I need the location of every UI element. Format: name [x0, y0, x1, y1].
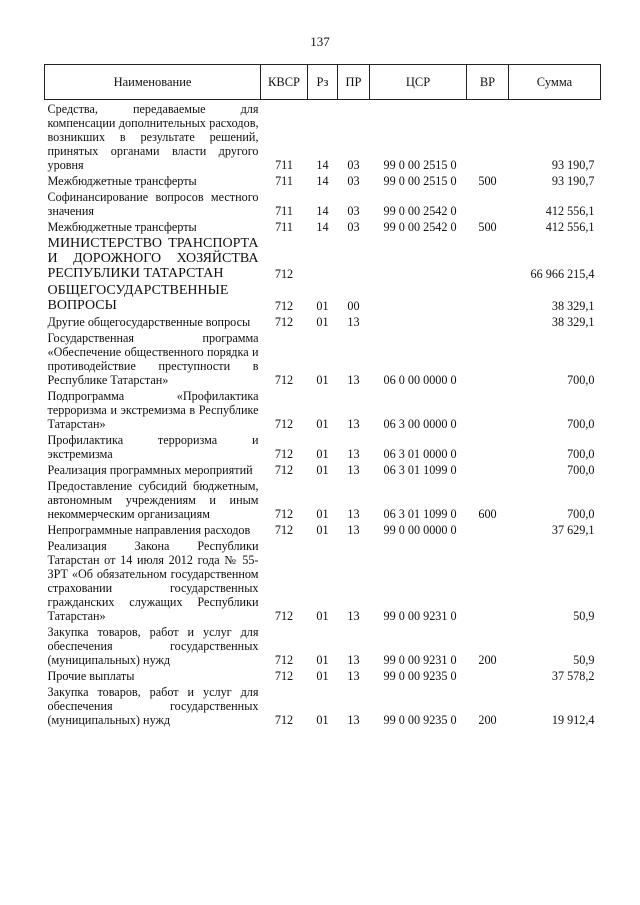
cell-rz: 01 — [316, 447, 329, 461]
cell-kvsr: 711 — [275, 158, 293, 172]
header-csr: ЦСР — [370, 65, 467, 100]
table-row — [45, 188, 601, 218]
cell-vr: 600 — [478, 507, 497, 521]
cell-name: Непрограммные направления расходов — [47, 523, 251, 537]
cell-vr — [467, 188, 509, 218]
table-row — [45, 537, 601, 623]
cell-name: Профилактика терроризма и экстремизма — [47, 433, 259, 461]
cell-pr: 13 — [347, 447, 360, 461]
cell-sum: 700,0 — [567, 373, 595, 387]
cell-rz: 01 — [316, 669, 329, 683]
cell-name: Закупка товаров, работ и услуг для обеспечения государственных (муниципальных) нужд — [47, 685, 259, 727]
cell-sum: 93 190,7 — [551, 174, 595, 188]
header-vr: ВР — [467, 65, 509, 100]
header-sum: Сумма — [509, 65, 601, 100]
cell-name: Государственная программа «Обеспечение общественного порядка и противодействие преступности в Республике Татарстан» — [47, 331, 259, 387]
cell-name: Межбюджетные трансферты — [47, 220, 197, 234]
cell-vr: 500 — [478, 220, 497, 234]
cell-pr: 13 — [347, 653, 360, 667]
cell-kvsr: 712 — [274, 373, 294, 387]
table-row — [45, 623, 601, 667]
cell-rz: 14 — [316, 220, 329, 234]
cell-csr: 99 0 00 2542 0 — [383, 220, 457, 234]
table-row — [45, 431, 601, 461]
header-kvsr: КВСР — [261, 65, 308, 100]
cell-csr: 99 0 00 2515 0 — [383, 174, 457, 188]
table-row — [45, 387, 601, 431]
cell-sum: 700,0 — [567, 447, 595, 461]
cell-pr — [338, 234, 370, 281]
cell-sum: 700,0 — [567, 417, 595, 431]
cell-kvsr: 711 — [275, 174, 293, 188]
cell-vr — [467, 537, 509, 623]
cell-kvsr: 712 — [274, 417, 294, 431]
cell-vr: 200 — [478, 713, 497, 727]
cell-kvsr: 712 — [274, 267, 294, 281]
cell-vr — [467, 281, 509, 313]
cell-rz: 14 — [316, 204, 329, 218]
cell-name: Подпрограмма «Профилактика терроризма и экстремизма в Республике Татарстан» — [47, 389, 259, 431]
cell-rz: 01 — [316, 653, 329, 667]
cell-name: Межбюджетные трансферты — [47, 174, 197, 188]
cell-pr: 13 — [347, 669, 360, 683]
cell-csr: 99 0 00 9235 0 — [383, 669, 457, 683]
cell-kvsr: 712 — [274, 609, 294, 623]
table-row — [45, 172, 601, 188]
cell-name: Средства, передаваемые для компенсации дополнительных расходов, возникших в результате решений, принятых органами власти другого уровня — [47, 102, 259, 172]
cell-pr: 00 — [347, 299, 360, 313]
cell-name: Реализация программных мероприятий — [47, 463, 253, 477]
cell-rz: 14 — [316, 158, 329, 172]
cell-csr: 99 0 00 9235 0 — [383, 713, 457, 727]
cell-csr: 06 3 01 0000 0 — [383, 447, 457, 461]
page-number: 137 — [310, 34, 330, 49]
cell-sum: 38 329,1 — [551, 315, 595, 329]
cell-sum: 700,0 — [567, 507, 595, 521]
header-rz: Рз — [308, 65, 338, 100]
cell-rz: 01 — [316, 507, 329, 521]
cell-sum: 93 190,7 — [551, 158, 595, 172]
cell-vr — [467, 461, 509, 477]
cell-vr — [467, 387, 509, 431]
cell-kvsr: 712 — [274, 463, 294, 477]
cell-name: Реализация Закона Республики Татарстан от 14 июля 2012 года № 55-ЗРТ «Об обязательном государственном страховании государственных гражданских служащих Республики Татарстан» — [47, 539, 259, 623]
cell-sum: 66 966 215,4 — [530, 267, 595, 281]
cell-csr: 99 0 00 9231 0 — [383, 653, 457, 667]
header-pr: ПР — [338, 65, 370, 100]
cell-rz: 01 — [316, 417, 329, 431]
cell-kvsr: 712 — [274, 299, 294, 313]
cell-pr: 03 — [347, 220, 360, 234]
cell-sum: 19 912,4 — [551, 713, 595, 727]
cell-name: Закупка товаров, работ и услуг для обеспечения государственных (муниципальных) нужд — [47, 625, 259, 667]
cell-rz: 01 — [316, 713, 329, 727]
cell-name: Предоставление субсидий бюджетным, автономным учреждениям и иным некоммерческим организациям — [47, 479, 259, 521]
cell-csr: 06 3 00 0000 0 — [383, 417, 457, 431]
cell-vr — [467, 329, 509, 387]
table-row — [45, 218, 601, 234]
cell-name: ОБЩЕГОСУДАРСТВЕННЫЕ ВОПРОСЫ — [47, 283, 229, 313]
cell-vr — [467, 100, 509, 173]
cell-rz: 01 — [316, 299, 329, 313]
table-row — [45, 313, 601, 329]
cell-pr: 03 — [347, 158, 360, 172]
cell-sum: 38 329,1 — [551, 299, 595, 313]
cell-rz: 01 — [316, 463, 329, 477]
cell-kvsr: 711 — [275, 204, 293, 218]
header-name: Наименование — [45, 65, 261, 100]
cell-vr: 200 — [478, 653, 497, 667]
cell-pr: 03 — [347, 174, 360, 188]
table-row — [45, 461, 601, 477]
cell-pr: 13 — [347, 713, 360, 727]
cell-pr: 13 — [347, 507, 360, 521]
cell-name: Софинансирование вопросов местного значения — [47, 190, 259, 218]
cell-kvsr: 712 — [274, 713, 294, 727]
cell-csr — [370, 313, 467, 329]
cell-vr — [467, 431, 509, 461]
cell-rz: 14 — [316, 174, 329, 188]
cell-csr: 99 0 00 0000 0 — [383, 523, 457, 537]
cell-rz — [308, 234, 338, 281]
table-row — [45, 281, 601, 313]
table-body — [45, 100, 601, 728]
cell-rz: 01 — [316, 373, 329, 387]
cell-pr: 13 — [347, 315, 360, 329]
cell-csr: 99 0 00 2542 0 — [383, 204, 457, 218]
cell-sum: 412 556,1 — [545, 220, 595, 234]
budget-table — [44, 64, 601, 727]
cell-sum: 412 556,1 — [545, 204, 595, 218]
cell-rz: 01 — [316, 609, 329, 623]
cell-pr: 13 — [347, 463, 360, 477]
cell-vr — [467, 521, 509, 537]
cell-pr: 13 — [347, 523, 360, 537]
cell-kvsr: 712 — [274, 653, 294, 667]
cell-csr: 06 0 00 0000 0 — [383, 373, 457, 387]
cell-pr: 03 — [347, 204, 360, 218]
cell-sum: 37 578,2 — [551, 669, 595, 683]
cell-csr — [370, 281, 467, 313]
cell-csr: 06 3 01 1099 0 — [383, 463, 457, 477]
cell-kvsr: 712 — [274, 315, 294, 329]
table-row — [45, 100, 601, 173]
cell-csr: 06 3 01 1099 0 — [383, 507, 457, 521]
cell-kvsr: 712 — [274, 523, 294, 537]
cell-csr — [370, 234, 467, 281]
cell-pr: 13 — [347, 373, 360, 387]
cell-vr: 500 — [478, 174, 497, 188]
cell-rz: 01 — [316, 315, 329, 329]
cell-kvsr: 711 — [275, 220, 293, 234]
cell-vr — [467, 667, 509, 683]
cell-kvsr: 712 — [274, 507, 294, 521]
cell-csr: 99 0 00 2515 0 — [383, 158, 457, 172]
table-row — [45, 667, 601, 683]
table-row — [45, 683, 601, 727]
cell-kvsr: 712 — [274, 669, 294, 683]
cell-name: Прочие выплаты — [47, 669, 135, 683]
table-header-row — [45, 65, 601, 100]
table-row — [45, 477, 601, 521]
cell-sum: 700,0 — [567, 463, 595, 477]
cell-csr: 99 0 00 9231 0 — [383, 609, 457, 623]
cell-vr — [467, 313, 509, 329]
table-row — [45, 329, 601, 387]
table-row — [45, 521, 601, 537]
cell-rz: 01 — [316, 523, 329, 537]
cell-name: Другие общегосударственные вопросы — [47, 315, 251, 329]
cell-kvsr: 712 — [274, 447, 294, 461]
cell-pr: 13 — [347, 609, 360, 623]
cell-vr — [467, 234, 509, 281]
cell-sum: 50,9 — [573, 653, 595, 667]
cell-sum: 37 629,1 — [551, 523, 595, 537]
cell-name: МИНИСТЕРСТВО ТРАНСПОРТА И ДОРОЖНОГО ХОЗЯЙСТВА РЕСПУБЛИКИ ТАТАРСТАН — [47, 236, 259, 281]
cell-sum: 50,9 — [573, 609, 595, 623]
cell-pr: 13 — [347, 417, 360, 431]
table-row — [45, 234, 601, 281]
